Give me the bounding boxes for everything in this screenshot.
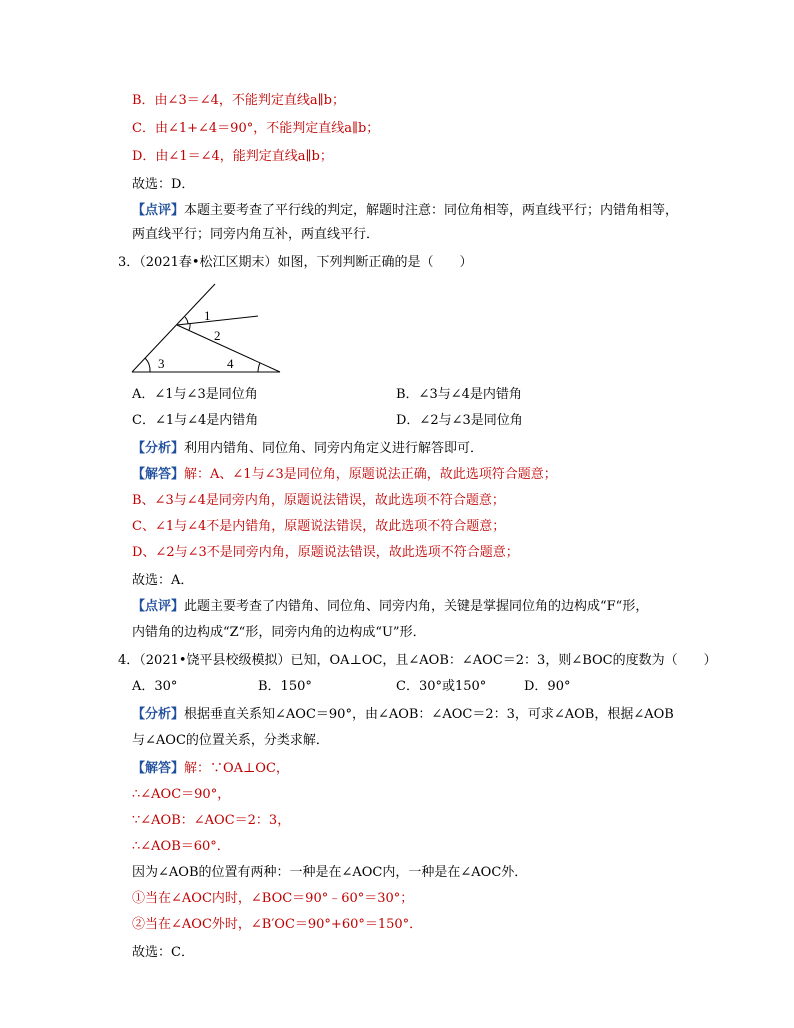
angle-label-4: 4 bbox=[227, 356, 234, 371]
q3-answer-tag: 【解答】 bbox=[132, 467, 185, 482]
angle-label-1: 1 bbox=[204, 308, 211, 323]
q3-stem: 3．（2021春•松江区期末）如图，下列判断正确的是（ ） bbox=[118, 255, 473, 270]
q4-analysis-line-2: 与∠AOC的位置关系，分类求解． bbox=[132, 733, 329, 748]
angle-3-arc bbox=[145, 358, 150, 372]
q3-answer-line-1 bbox=[132, 466, 557, 484]
q4-answer-line-1 bbox=[132, 760, 289, 778]
q3-angle-diagram bbox=[128, 282, 288, 378]
angle-label-3: 3 bbox=[158, 356, 165, 371]
q4-answer-line-5: 因为∠AOB的位置有两种：一种是在∠AOC内，一种是在∠AOC外． bbox=[132, 865, 528, 880]
q3-option-d: D．∠2与∠3是同位角 bbox=[396, 413, 523, 428]
q3-comment-line-1 bbox=[132, 598, 648, 616]
q2-option-c: C．由∠1+∠4＝90°，不能判定直线a∥b； bbox=[132, 121, 380, 136]
q2-choose: 故选：D． bbox=[132, 177, 195, 192]
q2-option-d: D．由∠1＝∠4，能判定直线a∥b； bbox=[132, 149, 333, 164]
q4-option-a: A．30° bbox=[132, 679, 178, 694]
q4-answer-line-6: ①当在∠AOC内时，∠BOC＝90°﹣60°＝30°； bbox=[132, 891, 414, 906]
q4-analysis-text-1: 根据垂直关系知∠AOC＝90°，由∠AOB：∠AOC＝2：3，可求∠AOB，根据∠AOB bbox=[184, 707, 674, 722]
q3-choose: 故选：A． bbox=[132, 573, 194, 588]
q4-answer-line-7: ②当在∠AOC外时，∠B′OC＝90°+60°＝150°． bbox=[132, 917, 423, 932]
q2-option-b: B．由∠3＝∠4，不能判定直线a∥b； bbox=[132, 93, 345, 108]
q4-answer-text-1: 解：∵OA⊥OC， bbox=[184, 761, 289, 776]
q4-option-d: D．90° bbox=[524, 679, 571, 694]
q3-analysis-line bbox=[132, 440, 483, 458]
q3-analysis-text: 利用内错角、同位角、同旁内角定义进行解答即可． bbox=[184, 441, 484, 456]
q2-comment-line-1 bbox=[132, 202, 678, 220]
q3-analysis-tag: 【分析】 bbox=[132, 441, 185, 456]
q2-comment-tag: 【点评】 bbox=[132, 203, 185, 218]
q4-answer-line-3: ∵∠AOB：∠AOC＝2：3， bbox=[132, 813, 291, 828]
angle-1-arc bbox=[185, 317, 188, 324]
q3-answer-line-4: D、∠2与∠3不是同旁内角，原题说法错误，故此选项不符合题意； bbox=[132, 545, 519, 560]
angle-4-arc bbox=[258, 363, 260, 372]
q3-option-b: B．∠3与∠4是内错角 bbox=[396, 387, 522, 402]
q4-choose: 故选：C． bbox=[132, 945, 194, 960]
q4-analysis-line-1 bbox=[132, 706, 674, 724]
q4-answer-line-2: ∴∠AOC＝90°， bbox=[132, 787, 231, 802]
q3-comment-tag: 【点评】 bbox=[132, 599, 185, 614]
transversal-line bbox=[132, 284, 215, 372]
ray-line bbox=[177, 316, 258, 325]
q4-option-c: C．30°或150° bbox=[396, 679, 487, 694]
q3-comment-text-1: 此题主要考查了内错角、同位角、同旁内角，关键是掌握同位角的边构成“F“形， bbox=[184, 599, 649, 614]
q3-answer-text-1: 解：A、∠1与∠3是同位角，原题说法正确，故此选项符合题意； bbox=[184, 467, 557, 482]
q4-analysis-tag: 【分析】 bbox=[132, 707, 185, 722]
q4-answer-line-4: ∴∠AOB＝60°． bbox=[132, 839, 230, 854]
q3-option-a: A．∠1与∠3是同位角 bbox=[132, 387, 258, 402]
q4-option-b: B．150° bbox=[258, 679, 312, 694]
q3-option-c: C．∠1与∠4是内错角 bbox=[132, 413, 259, 428]
q4-stem: 4．（2021•饶平县校级模拟）已知，OA⊥OC，且∠AOB：∠AOC＝2：3，则∠BOC的度数为（ ） bbox=[118, 653, 717, 668]
q2-comment-line-2: 两直线平行；同旁内角互补，两直线平行． bbox=[132, 227, 380, 242]
angle-label-2: 2 bbox=[214, 328, 221, 343]
q4-answer-tag: 【解答】 bbox=[132, 761, 185, 776]
q3-answer-line-2: B、∠3与∠4是同旁内角，原题说法错误，故此选项不符合题意； bbox=[132, 493, 505, 508]
q3-comment-line-2: 内错角的边构成“Z“形，同旁内角的边构成“U”形． bbox=[132, 625, 426, 640]
q2-comment-text-1: 本题主要考查了平行线的判定，解题时注意：同位角相等，两直线平行；内错角相等， bbox=[184, 203, 679, 218]
q3-answer-line-3: C、∠1与∠4不是内错角，原题说法错误，故此选项不符合题意； bbox=[132, 519, 506, 534]
